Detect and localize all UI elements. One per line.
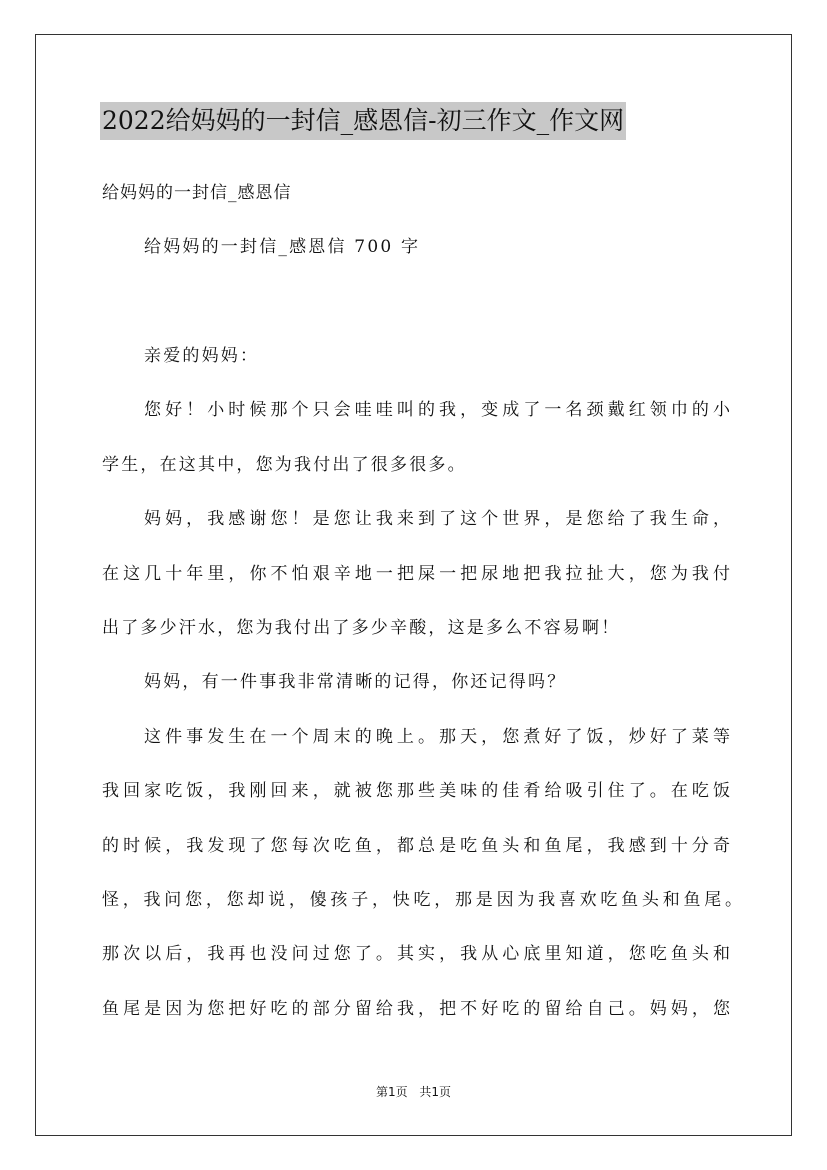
heading-line: 给妈妈的一封信_感恩信 700 字 [144, 237, 421, 257]
body-line-9: 的时候，我发现了您每次吃鱼，都总是吃鱼头和鱼尾，我感到十分奇 [102, 836, 730, 856]
body-line-6: 妈妈，有一件事我非常清晰的记得，你还记得吗？ [144, 672, 567, 692]
body-line-3: 妈妈，我感谢您！是您让我来到了这个世界，是您给了我生命， [144, 509, 730, 529]
page-number: 第1页 [375, 1085, 408, 1099]
page-total: 共1页 [419, 1085, 452, 1099]
body-line-10: 怪，我问您，您却说，傻孩子，快吃，那是因为我喜欢吃鱼头和鱼尾。 [102, 890, 742, 910]
body-line-11: 那次以后，我再也没问过您了。其实，我从心底里知道，您吃鱼头和 [102, 944, 730, 964]
greeting-line: 亲爱的妈妈： [144, 346, 260, 366]
page-footer [0, 1084, 827, 1100]
document-title: 2022给妈妈的一封信_感恩信-初三作文_作文网 [100, 102, 626, 140]
body-line-5: 出了多少汗水，您为我付出了多少辛酸，这是多么不容易啊！ [102, 618, 621, 638]
document-subtitle: 给妈妈的一封信_感恩信 [102, 183, 292, 203]
body-line-4: 在这几十年里，你不怕艰辛地一把屎一把尿地把我拉扯大，您为我付 [102, 564, 730, 584]
body-line-2: 学生，在这其中，您为我付出了很多很多。 [102, 455, 467, 475]
body-line-12: 鱼尾是因为您把好吃的部分留给我，把不好吃的留给自己。妈妈，您 [102, 999, 730, 1019]
body-line-1: 您好！小时候那个只会哇哇叫的我，变成了一名颈戴红领巾的小 [144, 400, 730, 420]
body-line-7: 这件事发生在一个周末的晚上。那天，您煮好了饭，炒好了菜等 [144, 727, 730, 747]
body-line-8: 我回家吃饭，我刚回来，就被您那些美味的佳肴给吸引住了。在吃饭 [102, 781, 730, 801]
